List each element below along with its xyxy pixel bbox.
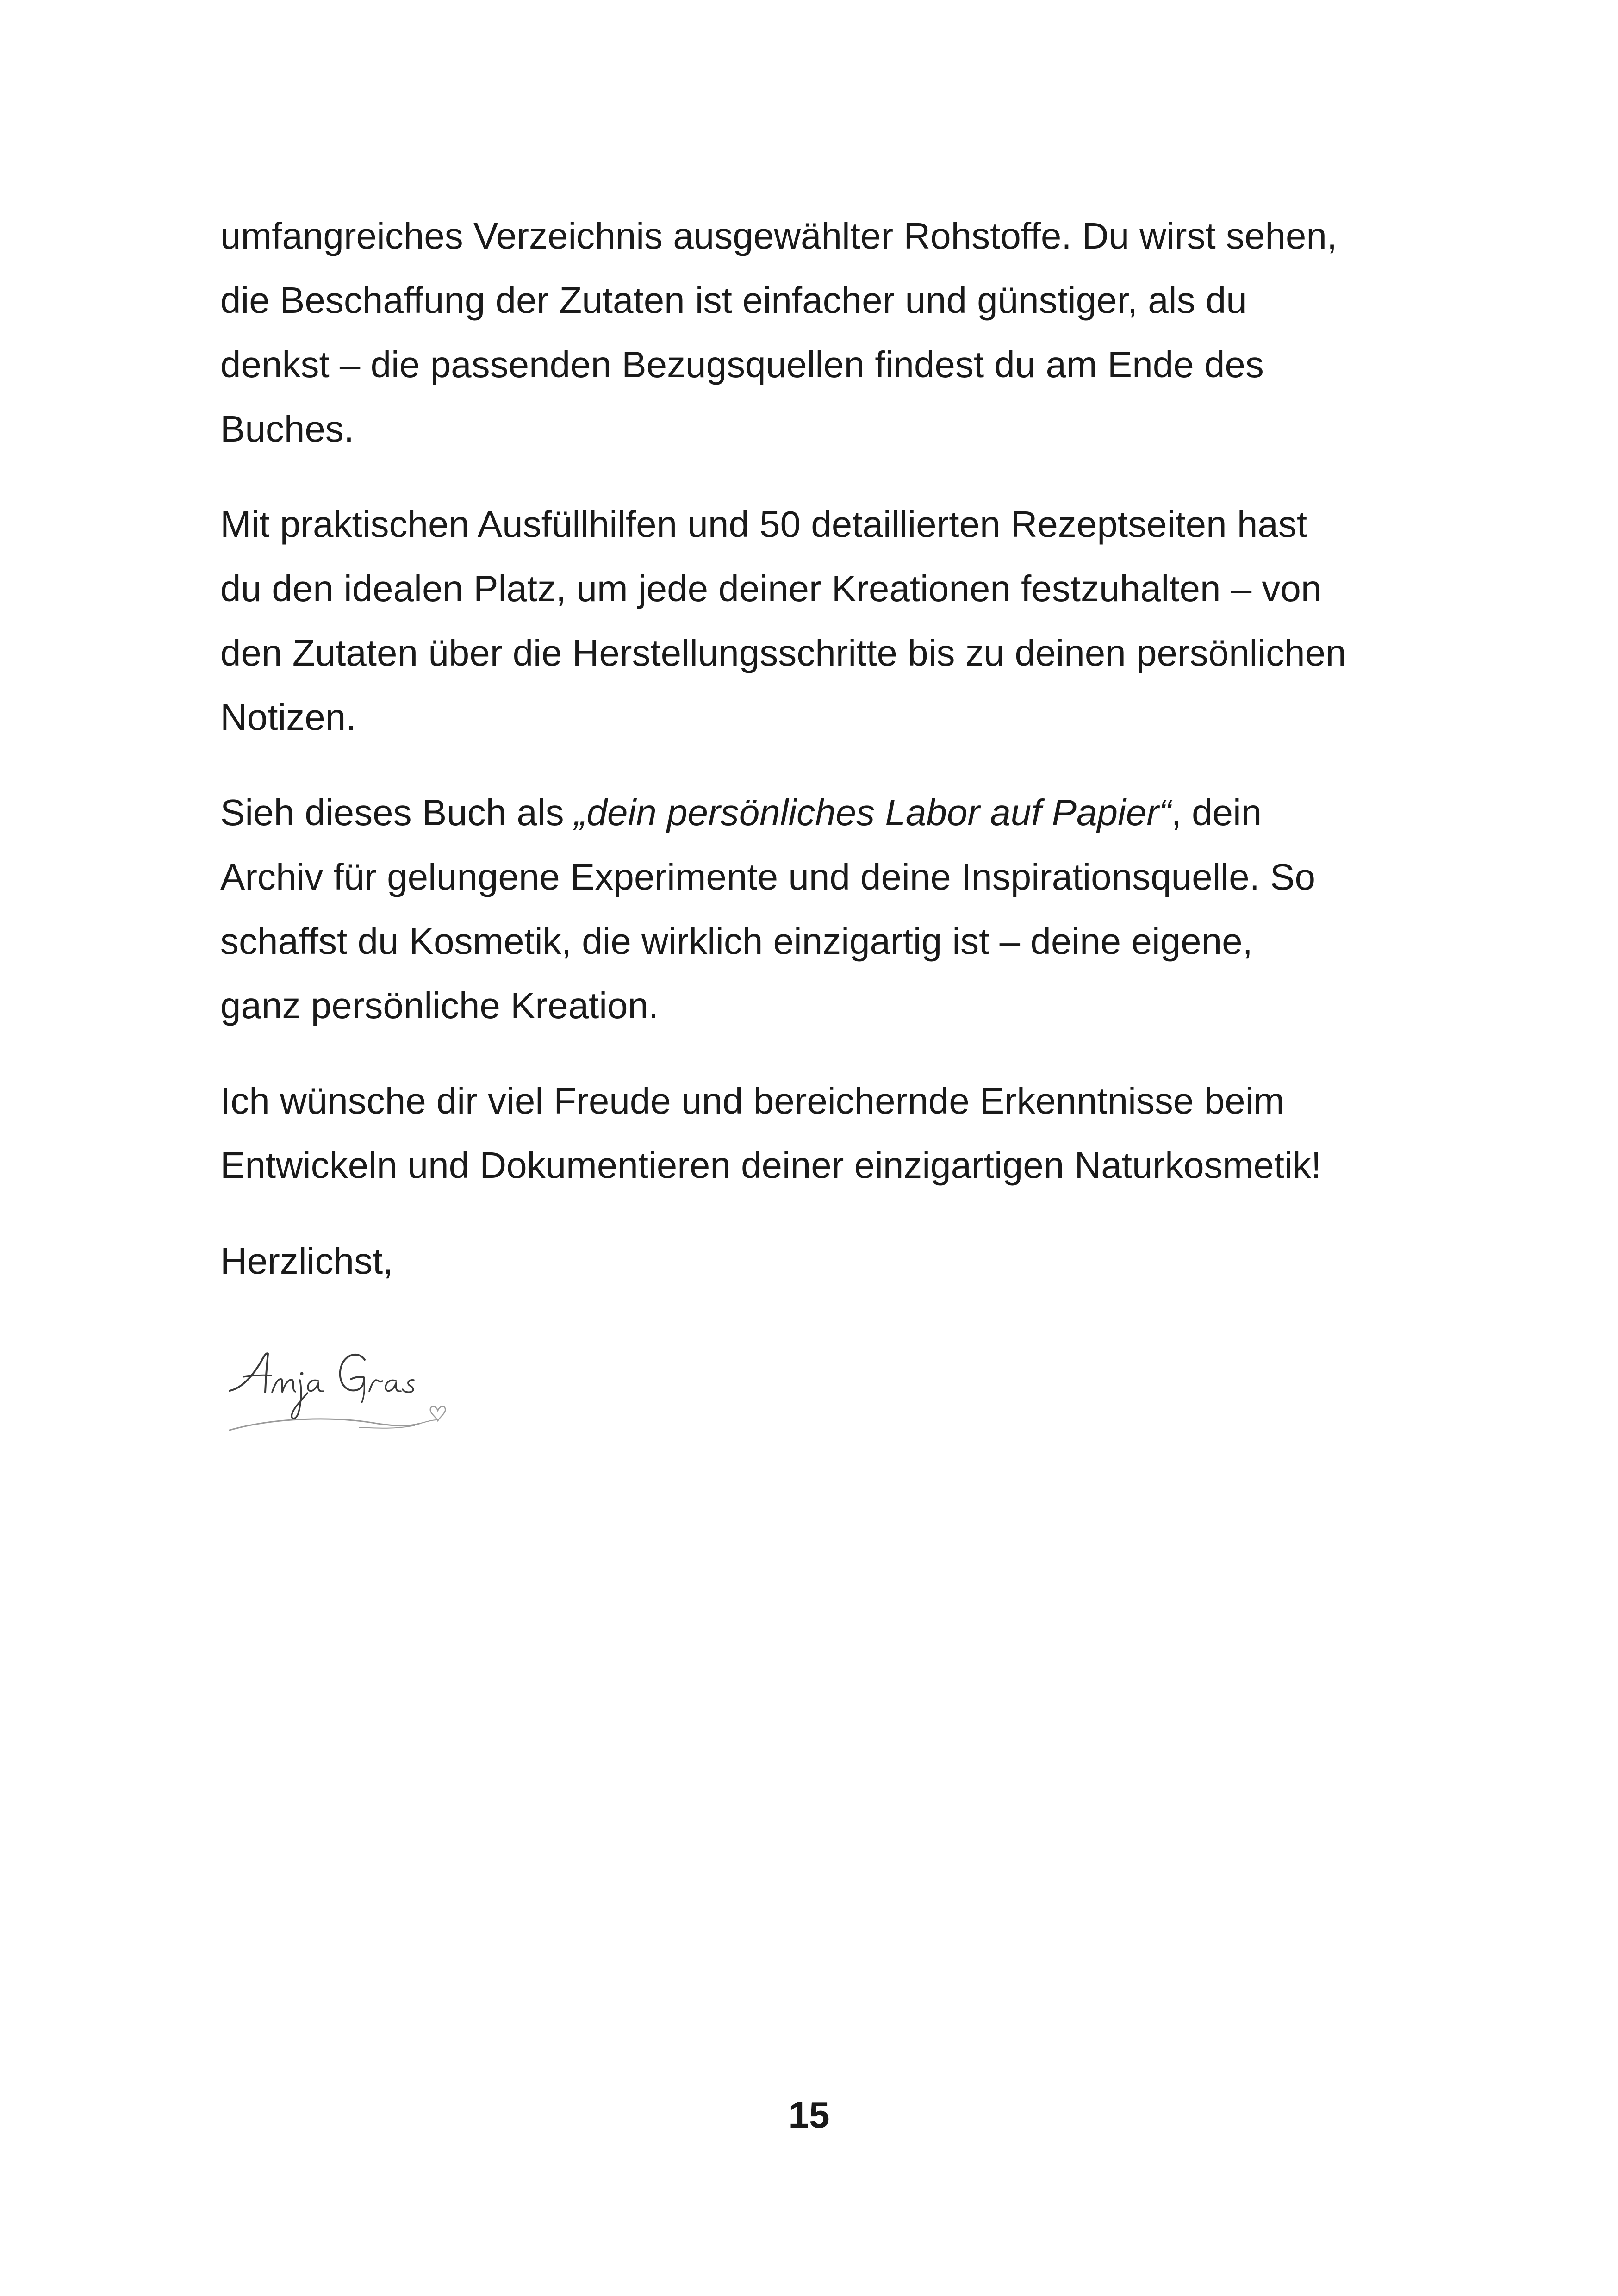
signature-stroke: [308, 1380, 323, 1391]
page-number: 15: [788, 2094, 830, 2135]
signature-stroke: [419, 1420, 437, 1424]
text-line: Buches.: [220, 408, 355, 449]
paragraph-2: [220, 492, 1405, 749]
text-run: , dein: [1171, 792, 1262, 833]
closing-salutation: Herzlichst,: [220, 1240, 393, 1282]
text-line: Archiv für gelungene Experimente und deine Inspirationsquelle. So: [220, 856, 1315, 897]
text-run: Sieh dieses Buch als: [220, 792, 574, 833]
signature-stroke: [369, 1380, 382, 1391]
text-line: die Beschaffung der Zutaten ist einfacher und günstiger, als du: [220, 280, 1247, 321]
signature-stroke: [340, 1355, 365, 1390]
signature-stroke: [403, 1380, 414, 1392]
signature-stroke: [386, 1380, 401, 1391]
signature-stroke: [300, 1372, 303, 1375]
signature: [220, 1333, 479, 1462]
signature-stroke: [230, 1353, 268, 1392]
text-line: Ich wünsche dir viel Freude und bereichernde Erkenntnisse beim: [220, 1080, 1285, 1121]
signature-image: [220, 1333, 479, 1462]
paragraph-4: [220, 1069, 1405, 1197]
signature-stroke: [243, 1375, 271, 1377]
text-line: den Zutaten über die Herstellungsschritte bis zu deinen persönlichen: [220, 632, 1346, 673]
signature-stroke: [272, 1379, 295, 1392]
text-line: umfangreiches Verzeichnis ausgewählter Rohstoffe. Du wirst sehen,: [220, 215, 1338, 256]
text-line: Entwickeln und Dokumentieren deiner einzigartigen Naturkosmetik!: [220, 1145, 1321, 1186]
text-line: ganz persönliche Kreation.: [220, 985, 659, 1026]
text-line: denkst – die passenden Bezugsquellen findest du am Ende des: [220, 344, 1264, 385]
paragraph-1: [220, 204, 1405, 461]
text-line: Mit praktischen Ausfüllhilfen und 50 detaillierten Rezeptseiten hast: [220, 504, 1307, 545]
italic-phrase: „dein persönliches Labor auf Papier“: [574, 792, 1171, 833]
heart-icon: [430, 1406, 445, 1421]
text-line: Notizen.: [220, 697, 356, 738]
paragraph-3: [220, 780, 1405, 1038]
text-line: [220, 780, 1405, 845]
signature-stroke: [292, 1380, 307, 1419]
text-line: schaffst du Kosmetik, die wirklich einzigartig ist – deine eigene,: [220, 921, 1253, 962]
body-text: [220, 204, 1405, 1228]
text-line: du den idealen Platz, um jede deiner Kreationen festzuhalten – von: [220, 568, 1322, 609]
